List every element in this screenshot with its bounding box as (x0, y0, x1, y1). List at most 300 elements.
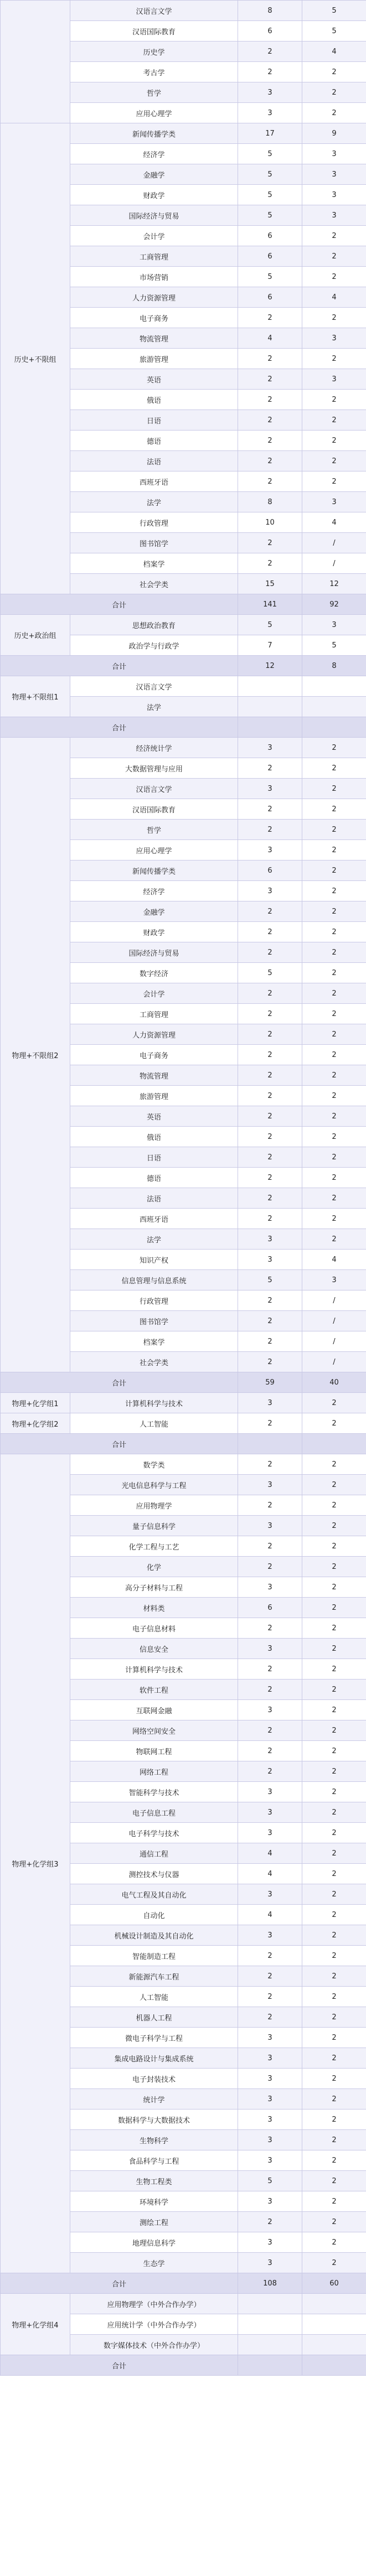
table-row (1, 123, 366, 144)
plan-value-cell: 2 (238, 1311, 302, 1331)
major-cell: 光电信息科学与工程 (70, 1475, 238, 1495)
second-value-cell (302, 697, 366, 717)
plan-value-cell: 3 (238, 2232, 302, 2253)
plan-value-cell: 2 (238, 1188, 302, 1209)
plan-value-cell: 2 (238, 369, 302, 390)
major-cell: 生态学 (70, 2253, 238, 2273)
major-cell: 工商管理 (70, 1004, 238, 1024)
plan-value-cell: 3 (238, 2089, 302, 2109)
plan-value-cell: 3 (238, 103, 302, 123)
plan-value-cell: 2 (238, 758, 302, 779)
plan-value-cell: 2 (238, 1024, 302, 1045)
table-row (1, 1454, 366, 1475)
second-value-cell: 2 (302, 1065, 366, 1086)
table-row (1, 1413, 366, 1434)
second-value-cell: 2 (302, 1393, 366, 1413)
plan-value-cell: 2 (238, 942, 302, 963)
plan-value-cell: 3 (238, 2150, 302, 2171)
second-value-cell: 2 (302, 1864, 366, 1884)
major-cell: 软件工程 (70, 1680, 238, 1700)
second-value-cell: 3 (302, 492, 366, 512)
second-value-cell: 3 (302, 328, 366, 349)
second-value-cell: 2 (302, 738, 366, 758)
major-cell: 数字媒体技术（中外合作办学） (70, 2335, 238, 2355)
group-name-cell: 物理+不限组2 (1, 738, 70, 1372)
major-cell: 新闻传播学类 (70, 861, 238, 881)
second-value-cell: 2 (302, 1680, 366, 1700)
major-cell: 俄语 (70, 1127, 238, 1147)
major-cell: 图书馆学 (70, 533, 238, 553)
major-cell: 行政管理 (70, 1290, 238, 1311)
plan-value-cell: 2 (238, 1352, 302, 1372)
major-cell: 新能源汽车工程 (70, 1966, 238, 1987)
major-cell: 会计学 (70, 983, 238, 1004)
plan-value-cell: 3 (238, 1229, 302, 1250)
second-value-cell: 4 (302, 287, 366, 308)
major-cell: 应用物理学（中外合作办学） (70, 2294, 238, 2314)
second-value-cell: 4 (302, 512, 366, 533)
major-cell: 西班牙语 (70, 471, 238, 492)
plan-value-cell: 2 (238, 1168, 302, 1188)
plan-value-cell: 3 (238, 82, 302, 103)
group-name-cell: 物理+不限组1 (1, 676, 70, 717)
plan-value-cell: 3 (238, 2069, 302, 2089)
major-cell: 法语 (70, 1188, 238, 1209)
plan-value-cell: 2 (238, 2007, 302, 2028)
subtotal-row (1, 2273, 366, 2294)
major-cell: 档案学 (70, 1331, 238, 1352)
subtotal-label: 合计 (1, 1372, 238, 1393)
major-cell: 汉语言文学 (70, 1, 238, 21)
major-cell: 政治学与行政学 (70, 635, 238, 656)
major-cell: 历史学 (70, 42, 238, 62)
second-value-cell: 2 (302, 1475, 366, 1495)
major-cell: 思想政治教育 (70, 615, 238, 635)
plan-value-cell: 2 (238, 1454, 302, 1475)
plan-value-cell: 2 (238, 451, 302, 471)
table-row (1, 676, 366, 697)
second-value-cell: 2 (302, 349, 366, 369)
subtotal-label: 合计 (1, 2273, 238, 2294)
major-cell: 电子商务 (70, 308, 238, 328)
second-value-cell: 2 (302, 451, 366, 471)
second-value-cell: 2 (302, 82, 366, 103)
second-value-cell: 2 (302, 758, 366, 779)
major-cell: 金融学 (70, 901, 238, 922)
major-cell: 高分子材料与工程 (70, 1577, 238, 1598)
subtotal-plan-value (238, 717, 302, 738)
major-cell: 测绘工程 (70, 2212, 238, 2232)
second-value-cell: 2 (302, 1659, 366, 1680)
plan-value-cell: 2 (238, 308, 302, 328)
second-value-cell: 2 (302, 1004, 366, 1024)
plan-value-cell: 3 (238, 2109, 302, 2130)
plan-value-cell: 3 (238, 1250, 302, 1270)
subtotal-row (1, 1434, 366, 1454)
second-value-cell: 2 (302, 861, 366, 881)
second-value-cell (302, 2314, 366, 2335)
table-row (1, 615, 366, 635)
table-row (1, 738, 366, 758)
major-cell: 环境科学 (70, 2191, 238, 2212)
subtotal-plan-value (238, 1434, 302, 1454)
plan-value-cell: 2 (238, 553, 302, 574)
major-cell: 电子商务 (70, 1045, 238, 1065)
plan-value-cell: 2 (238, 349, 302, 369)
major-cell: 金融学 (70, 164, 238, 185)
second-value-cell: 2 (302, 2048, 366, 2069)
major-cell: 西班牙语 (70, 1209, 238, 1229)
second-value-cell: 2 (302, 246, 366, 267)
subtotal-plan-value: 108 (238, 2273, 302, 2294)
second-value-cell: 2 (302, 267, 366, 287)
plan-value-cell: 2 (238, 471, 302, 492)
plan-value-cell: 2 (238, 1004, 302, 1024)
plan-value-cell: 2 (238, 1413, 302, 1434)
second-value-cell: 2 (302, 410, 366, 431)
second-value-cell: 2 (302, 1086, 366, 1106)
major-cell: 材料类 (70, 1598, 238, 1618)
plan-value-cell: 3 (238, 1393, 302, 1413)
major-cell: 日语 (70, 410, 238, 431)
major-cell: 网络工程 (70, 1761, 238, 1782)
plan-value-cell: 8 (238, 492, 302, 512)
major-cell: 国际经济与贸易 (70, 205, 238, 226)
plan-value-cell: 2 (238, 1680, 302, 1700)
plan-value-cell: 2 (238, 42, 302, 62)
major-cell: 电气工程及其自动化 (70, 1884, 238, 1905)
plan-value-cell: 2 (238, 820, 302, 840)
second-value-cell: 2 (302, 2171, 366, 2191)
plan-value-cell: 5 (238, 144, 302, 164)
plan-value-cell (238, 2314, 302, 2335)
major-cell: 汉语言文学 (70, 779, 238, 799)
major-cell: 考古学 (70, 62, 238, 82)
major-cell: 人力资源管理 (70, 287, 238, 308)
plan-value-cell: 3 (238, 1577, 302, 1598)
second-value-cell: 2 (302, 1577, 366, 1598)
plan-value-cell: 3 (238, 2191, 302, 2212)
major-cell: 信息安全 (70, 1639, 238, 1659)
second-value-cell: 2 (302, 820, 366, 840)
second-value-cell: 5 (302, 635, 366, 656)
major-cell: 人工智能 (70, 1413, 238, 1434)
second-value-cell: 2 (302, 1925, 366, 1946)
plan-value-cell: 2 (238, 1536, 302, 1557)
plan-value-cell: 6 (238, 246, 302, 267)
major-cell: 人工智能 (70, 1987, 238, 2007)
plan-value-cell: 2 (238, 901, 302, 922)
plan-value-cell: 3 (238, 2048, 302, 2069)
second-value-cell: 2 (302, 901, 366, 922)
plan-value-cell: 2 (238, 1966, 302, 1987)
plan-value-cell: 2 (238, 1147, 302, 1168)
plan-value-cell: 2 (238, 983, 302, 1004)
major-cell: 汉语国际教育 (70, 21, 238, 42)
plan-value-cell: 2 (238, 1086, 302, 1106)
second-value-cell: 2 (302, 1147, 366, 1168)
subtotal-label: 合计 (1, 594, 238, 615)
subtotal-plan-value (238, 2355, 302, 2376)
second-value-cell: 2 (302, 942, 366, 963)
second-value-cell: 4 (302, 42, 366, 62)
second-value-cell: 5 (302, 1, 366, 21)
second-value-cell: 2 (302, 471, 366, 492)
second-value-cell: 2 (302, 840, 366, 861)
plan-value-cell: 2 (238, 1557, 302, 1577)
subtotal-second-value (302, 1434, 366, 1454)
second-value-cell: 2 (302, 1823, 366, 1843)
major-cell: 机器人工程 (70, 2007, 238, 2028)
second-value-cell: 12 (302, 574, 366, 594)
plan-value-cell (238, 676, 302, 697)
major-cell: 计算机科学与技术 (70, 1659, 238, 1680)
major-cell: 物流管理 (70, 328, 238, 349)
plan-value-cell: 15 (238, 574, 302, 594)
plan-value-cell: 2 (238, 1946, 302, 1966)
major-cell: 旅游管理 (70, 349, 238, 369)
plan-value-cell: 10 (238, 512, 302, 533)
plan-value-cell: 4 (238, 1864, 302, 1884)
second-value-cell: 2 (302, 2150, 366, 2171)
major-cell: 数字经济 (70, 963, 238, 983)
major-cell: 社会学类 (70, 1352, 238, 1372)
plan-value-cell: 2 (238, 62, 302, 82)
plan-value-cell: 5 (238, 205, 302, 226)
major-cell: 国际经济与贸易 (70, 942, 238, 963)
plan-value-cell: 3 (238, 1823, 302, 1843)
plan-value-cell: 2 (238, 1720, 302, 1741)
subtotal-second-value (302, 2355, 366, 2376)
plan-value-cell: 17 (238, 123, 302, 144)
plan-value-cell: 2 (238, 1209, 302, 1229)
second-value-cell: 3 (302, 185, 366, 205)
major-cell: 智能制造工程 (70, 1946, 238, 1966)
second-value-cell: 2 (302, 1106, 366, 1127)
major-cell: 生物科学 (70, 2130, 238, 2150)
plan-value-cell: 5 (238, 164, 302, 185)
second-value-cell: 2 (302, 1516, 366, 1536)
second-value-cell: 2 (302, 1229, 366, 1250)
plan-value-cell: 2 (238, 922, 302, 942)
group-name-cell: 物理+化学组1 (1, 1393, 70, 1413)
major-cell: 网络空间安全 (70, 1720, 238, 1741)
major-cell: 食品科学与工程 (70, 2150, 238, 2171)
table-body (1, 1, 366, 2376)
subtotal-plan-value: 141 (238, 594, 302, 615)
major-cell: 档案学 (70, 553, 238, 574)
plan-value-cell: 4 (238, 328, 302, 349)
major-cell: 测控技术与仪器 (70, 1864, 238, 1884)
plan-value-cell (238, 697, 302, 717)
major-cell: 量子信息科学 (70, 1516, 238, 1536)
major-cell: 旅游管理 (70, 1086, 238, 1106)
major-cell: 汉语国际教育 (70, 799, 238, 820)
major-cell: 电子科学与技术 (70, 1823, 238, 1843)
subtotal-second-value: 92 (302, 594, 366, 615)
plan-value-cell: 6 (238, 1598, 302, 1618)
second-value-cell: 2 (302, 1966, 366, 1987)
major-cell: 行政管理 (70, 512, 238, 533)
second-value-cell: 2 (302, 963, 366, 983)
group-name-cell: 历史+不限组 (1, 123, 70, 594)
second-value-cell (302, 2335, 366, 2355)
table-row (1, 2294, 366, 2314)
second-value-cell: 2 (302, 1045, 366, 1065)
major-cell: 智能科学与技术 (70, 1782, 238, 1802)
plan-value-cell: 3 (238, 881, 302, 901)
second-value-cell: 2 (302, 779, 366, 799)
second-value-cell: 2 (302, 2232, 366, 2253)
subtotal-row (1, 717, 366, 738)
second-value-cell: 2 (302, 431, 366, 451)
major-cell: 人力资源管理 (70, 1024, 238, 1045)
second-value-cell: 2 (302, 1741, 366, 1761)
major-cell: 微电子科学与工程 (70, 2028, 238, 2048)
second-value-cell (302, 2294, 366, 2314)
second-value-cell: 2 (302, 1700, 366, 1720)
major-cell: 法学 (70, 697, 238, 717)
plan-value-cell: 3 (238, 2130, 302, 2150)
group-name-cell (1, 1, 70, 123)
subtotal-label: 合计 (1, 2355, 238, 2376)
plan-value-cell: 3 (238, 1925, 302, 1946)
second-value-cell: 9 (302, 123, 366, 144)
second-value-cell: 4 (302, 1250, 366, 1270)
major-cell: 经济学 (70, 881, 238, 901)
plan-value-cell: 3 (238, 1884, 302, 1905)
second-value-cell: 2 (302, 2212, 366, 2232)
plan-value-cell: 2 (238, 2212, 302, 2232)
second-value-cell: 2 (302, 1946, 366, 1966)
second-value-cell: 3 (302, 369, 366, 390)
plan-value-cell: 2 (238, 1741, 302, 1761)
table-row (1, 1, 366, 21)
group-name-cell: 物理+化学组3 (1, 1454, 70, 2273)
major-cell: 应用心理学 (70, 840, 238, 861)
second-value-cell: 2 (302, 1843, 366, 1864)
subtotal-label: 合计 (1, 656, 238, 676)
major-cell: 集成电路设计与集成系统 (70, 2048, 238, 2069)
major-cell: 地理信息科学 (70, 2232, 238, 2253)
major-cell: 自动化 (70, 1905, 238, 1925)
major-cell: 德语 (70, 1168, 238, 1188)
subtotal-plan-value: 12 (238, 656, 302, 676)
second-value-cell: 2 (302, 1557, 366, 1577)
plan-value-cell: 3 (238, 1700, 302, 1720)
second-value-cell: 2 (302, 62, 366, 82)
plan-value-cell: 3 (238, 779, 302, 799)
second-value-cell: 2 (302, 2253, 366, 2273)
second-value-cell: 2 (302, 1987, 366, 2007)
second-value-cell: 2 (302, 1618, 366, 1639)
major-cell: 日语 (70, 1147, 238, 1168)
second-value-cell (302, 676, 366, 697)
second-value-cell: 2 (302, 1720, 366, 1741)
group-name-cell: 物理+化学组2 (1, 1413, 70, 1434)
major-cell: 经济学 (70, 144, 238, 164)
plan-value-cell: 5 (238, 267, 302, 287)
major-cell: 图书馆学 (70, 1311, 238, 1331)
second-value-cell: / (302, 1311, 366, 1331)
major-cell: 法学 (70, 492, 238, 512)
plan-value-cell: 3 (238, 738, 302, 758)
major-cell: 互联网金融 (70, 1700, 238, 1720)
second-value-cell: 3 (302, 205, 366, 226)
major-cell: 电子信息材料 (70, 1618, 238, 1639)
major-cell: 财政学 (70, 185, 238, 205)
major-cell: 通信工程 (70, 1843, 238, 1864)
major-cell: 应用心理学 (70, 103, 238, 123)
major-cell: 哲学 (70, 82, 238, 103)
second-value-cell: 2 (302, 1598, 366, 1618)
plan-value-cell: 5 (238, 185, 302, 205)
major-cell: 信息管理与信息系统 (70, 1270, 238, 1290)
second-value-cell: 3 (302, 144, 366, 164)
second-value-cell: 2 (302, 1168, 366, 1188)
plan-value-cell: 3 (238, 2253, 302, 2273)
major-cell: 工商管理 (70, 246, 238, 267)
major-cell: 经济统计学 (70, 738, 238, 758)
plan-value-cell: 2 (238, 410, 302, 431)
group-name-cell: 物理+化学组4 (1, 2294, 70, 2355)
second-value-cell: 2 (302, 2109, 366, 2130)
second-value-cell: 3 (302, 164, 366, 185)
major-cell: 电子封装技术 (70, 2069, 238, 2089)
major-cell: 法学 (70, 1229, 238, 1250)
subtotal-row (1, 1372, 366, 1393)
second-value-cell: 2 (302, 2130, 366, 2150)
plan-value-cell: 3 (238, 1802, 302, 1823)
second-value-cell: / (302, 1331, 366, 1352)
second-value-cell: 2 (302, 2007, 366, 2028)
plan-value-cell: 2 (238, 799, 302, 820)
plan-value-cell: 2 (238, 1065, 302, 1086)
major-cell: 法语 (70, 451, 238, 471)
major-cell: 化学 (70, 1557, 238, 1577)
major-cell: 市场营销 (70, 267, 238, 287)
second-value-cell: 2 (302, 1454, 366, 1475)
major-cell: 英语 (70, 369, 238, 390)
subtotal-second-value: 8 (302, 656, 366, 676)
second-value-cell: 2 (302, 1127, 366, 1147)
second-value-cell: 2 (302, 1761, 366, 1782)
major-cell: 应用统计学（中外合作办学） (70, 2314, 238, 2335)
major-cell: 汉语言文学 (70, 676, 238, 697)
second-value-cell: 2 (302, 1188, 366, 1209)
major-cell: 社会学类 (70, 574, 238, 594)
plan-value-cell (238, 2294, 302, 2314)
plan-value-cell: 2 (238, 1127, 302, 1147)
plan-value-cell: 5 (238, 963, 302, 983)
major-cell: 电子信息工程 (70, 1802, 238, 1823)
second-value-cell: 2 (302, 922, 366, 942)
plan-value-cell: 2 (238, 1987, 302, 2007)
plan-value-cell: 5 (238, 615, 302, 635)
major-cell: 大数据管理与应用 (70, 758, 238, 779)
major-cell: 机械设计制造及其自动化 (70, 1925, 238, 1946)
second-value-cell: 3 (302, 615, 366, 635)
plan-value-cell: 2 (238, 1045, 302, 1065)
plan-value-cell: 5 (238, 2171, 302, 2191)
plan-value-cell (238, 2335, 302, 2355)
second-value-cell: 2 (302, 1536, 366, 1557)
plan-value-cell: 2 (238, 1495, 302, 1516)
plan-value-cell: 4 (238, 1905, 302, 1925)
plan-value-cell: 2 (238, 1290, 302, 1311)
second-value-cell: 2 (302, 1782, 366, 1802)
plan-value-cell: 2 (238, 1331, 302, 1352)
